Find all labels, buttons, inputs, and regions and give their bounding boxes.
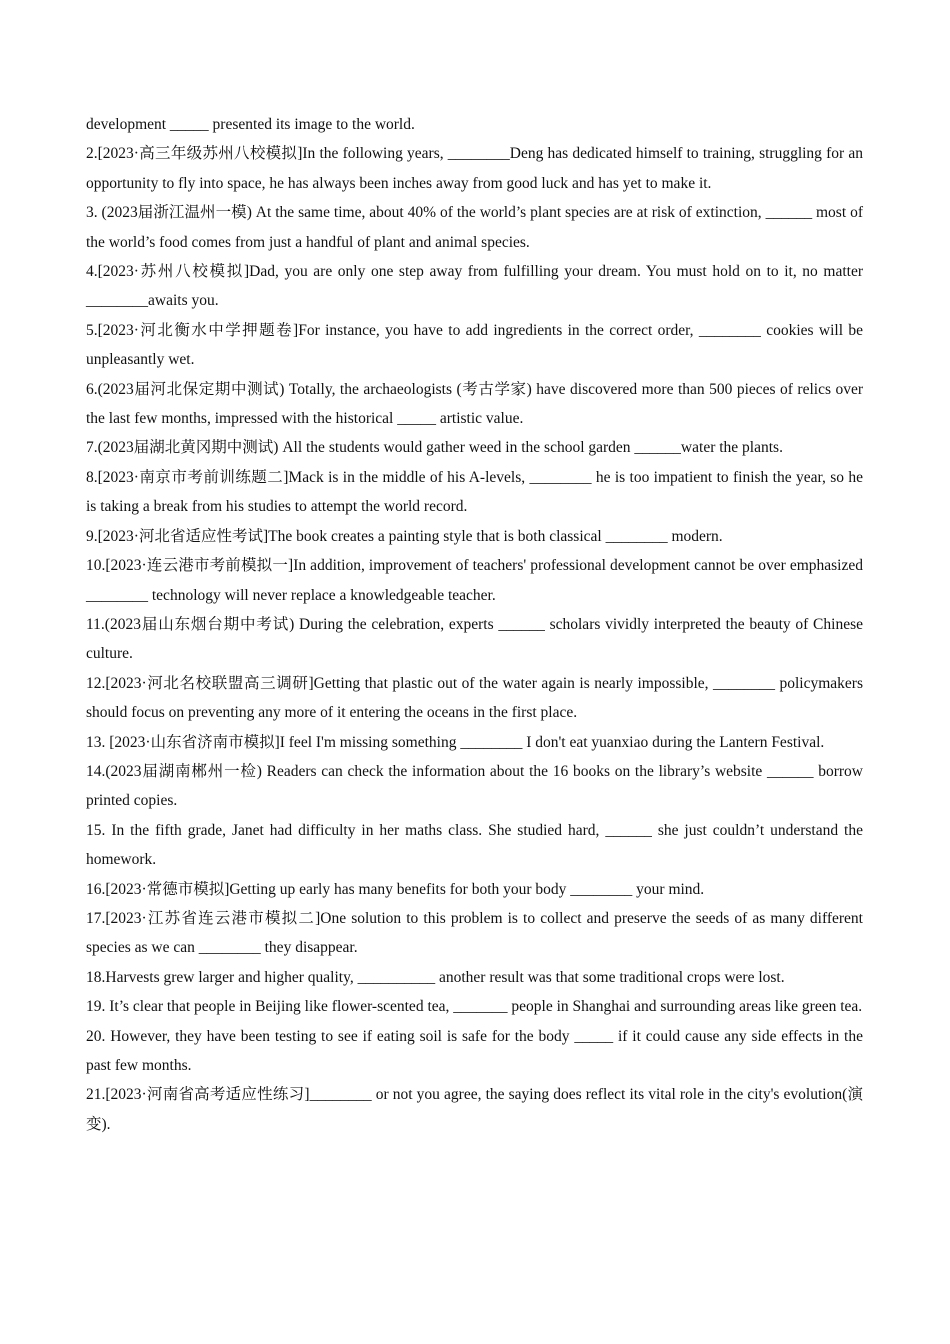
- question-12: 12.[2023·河北名校联盟高三调研]Getting that plastic out of the water again is nearly impossible, ________ policymakers should focus on preventing any more of it entering the oceans in the first place.: [86, 674, 863, 722]
- question-10: 10.[2023·连云港市考前模拟一]In addition, improvement of teachers' professional development cannot be over emphasized ________ technology will never replace a knowledgeable teacher.: [86, 557, 863, 604]
- question-16: 16.[2023·常德市模拟]Getting up early has many benefits for both your body ________ your mind.: [86, 880, 705, 898]
- question-17: 17.[2023·江苏省连云港市模拟二]One solution to this problem is to collect and preserve the seeds of as many different species as we can ________ they disappear.: [86, 909, 863, 957]
- question-6: 6.(2023届河北保定期中测试) Totally, the archaeologists (考古学家) have discovered more than 500 pieces of relics over the last few months, impressed with the historical _____ artistic value.: [86, 380, 863, 428]
- question-4: 4.[2023·苏州八校模拟]Dad, you are only one step away from fulfilling your dream. You must hold on to it, no matter ________awaits you.: [86, 263, 863, 310]
- question-7: 7.(2023届湖北黄冈期中测试) All the students would gather weed in the school garden ______water the plants.: [86, 439, 783, 457]
- question-9: 9.[2023·河北省适应性考试]The book creates a painting style that is both classical ________ modern.: [86, 527, 723, 545]
- document-page: [86, 110, 863, 1139]
- question-20: 20. However, they have been testing to see if eating soil is safe for the body _____ if it could cause any side effects in the past few months.: [86, 1027, 863, 1074]
- question-3: 3. (2023届浙江温州一模) At the same time, about 40% of the world’s plant species are at risk of extinction, ______ most of the world’s food comes from just a handful of plant and animal species.: [86, 204, 863, 251]
- question-8: 8.[2023·南京市考前训练题二]Mack is in the middle of his A-levels, ________ he is too impatient to finish the year, so he is taking a break from his studies to attempt the world record.: [86, 468, 863, 516]
- question-14: 14.(2023届湖南郴州一检) Readers can check the information about the 16 books on the library’s website ______ borrow printed copies.: [86, 762, 863, 810]
- question-2: 2.[2023·高三年级苏州八校模拟]In the following years, ________Deng has dedicated himself to training, struggling for an opportunity to fly into space, he has always been inches away from good luck and has yet to make it.: [86, 145, 863, 192]
- question-21: 21.[2023·河南省高考适应性练习]________ or not you agree, the saying does reflect its vital role in the city's evolution(演变).: [86, 1086, 863, 1133]
- question-15: 15. In the fifth grade, Janet had difficulty in her maths class. She studied hard, ______ she just couldn’t understand the homework.: [86, 821, 863, 869]
- question-5: 5.[2023·河北衡水中学押题卷]For instance, you have to add ingredients in the correct order, ________ cookies will be unpleasantly wet.: [86, 321, 863, 369]
- question-18: 18.Harvests grew larger and higher quality, __________ another result was that some traditional crops were lost.: [86, 968, 785, 986]
- text-line-1: development _____ presented its image to the world.: [86, 116, 415, 133]
- question-19: 19. It’s clear that people in Beijing like flower-scented tea, _______ people in Shanghai and surrounding areas like green tea.: [86, 998, 863, 1016]
- question-13: 13. [2023·山东省济南市模拟]I feel I'm missing something ________ I don't eat yuanxiao during the Lantern Festival.: [86, 733, 825, 751]
- question-11: 11.(2023届山东烟台期中考试) During the celebration, experts ______ scholars vividly interpreted the beauty of Chinese culture.: [86, 615, 863, 663]
